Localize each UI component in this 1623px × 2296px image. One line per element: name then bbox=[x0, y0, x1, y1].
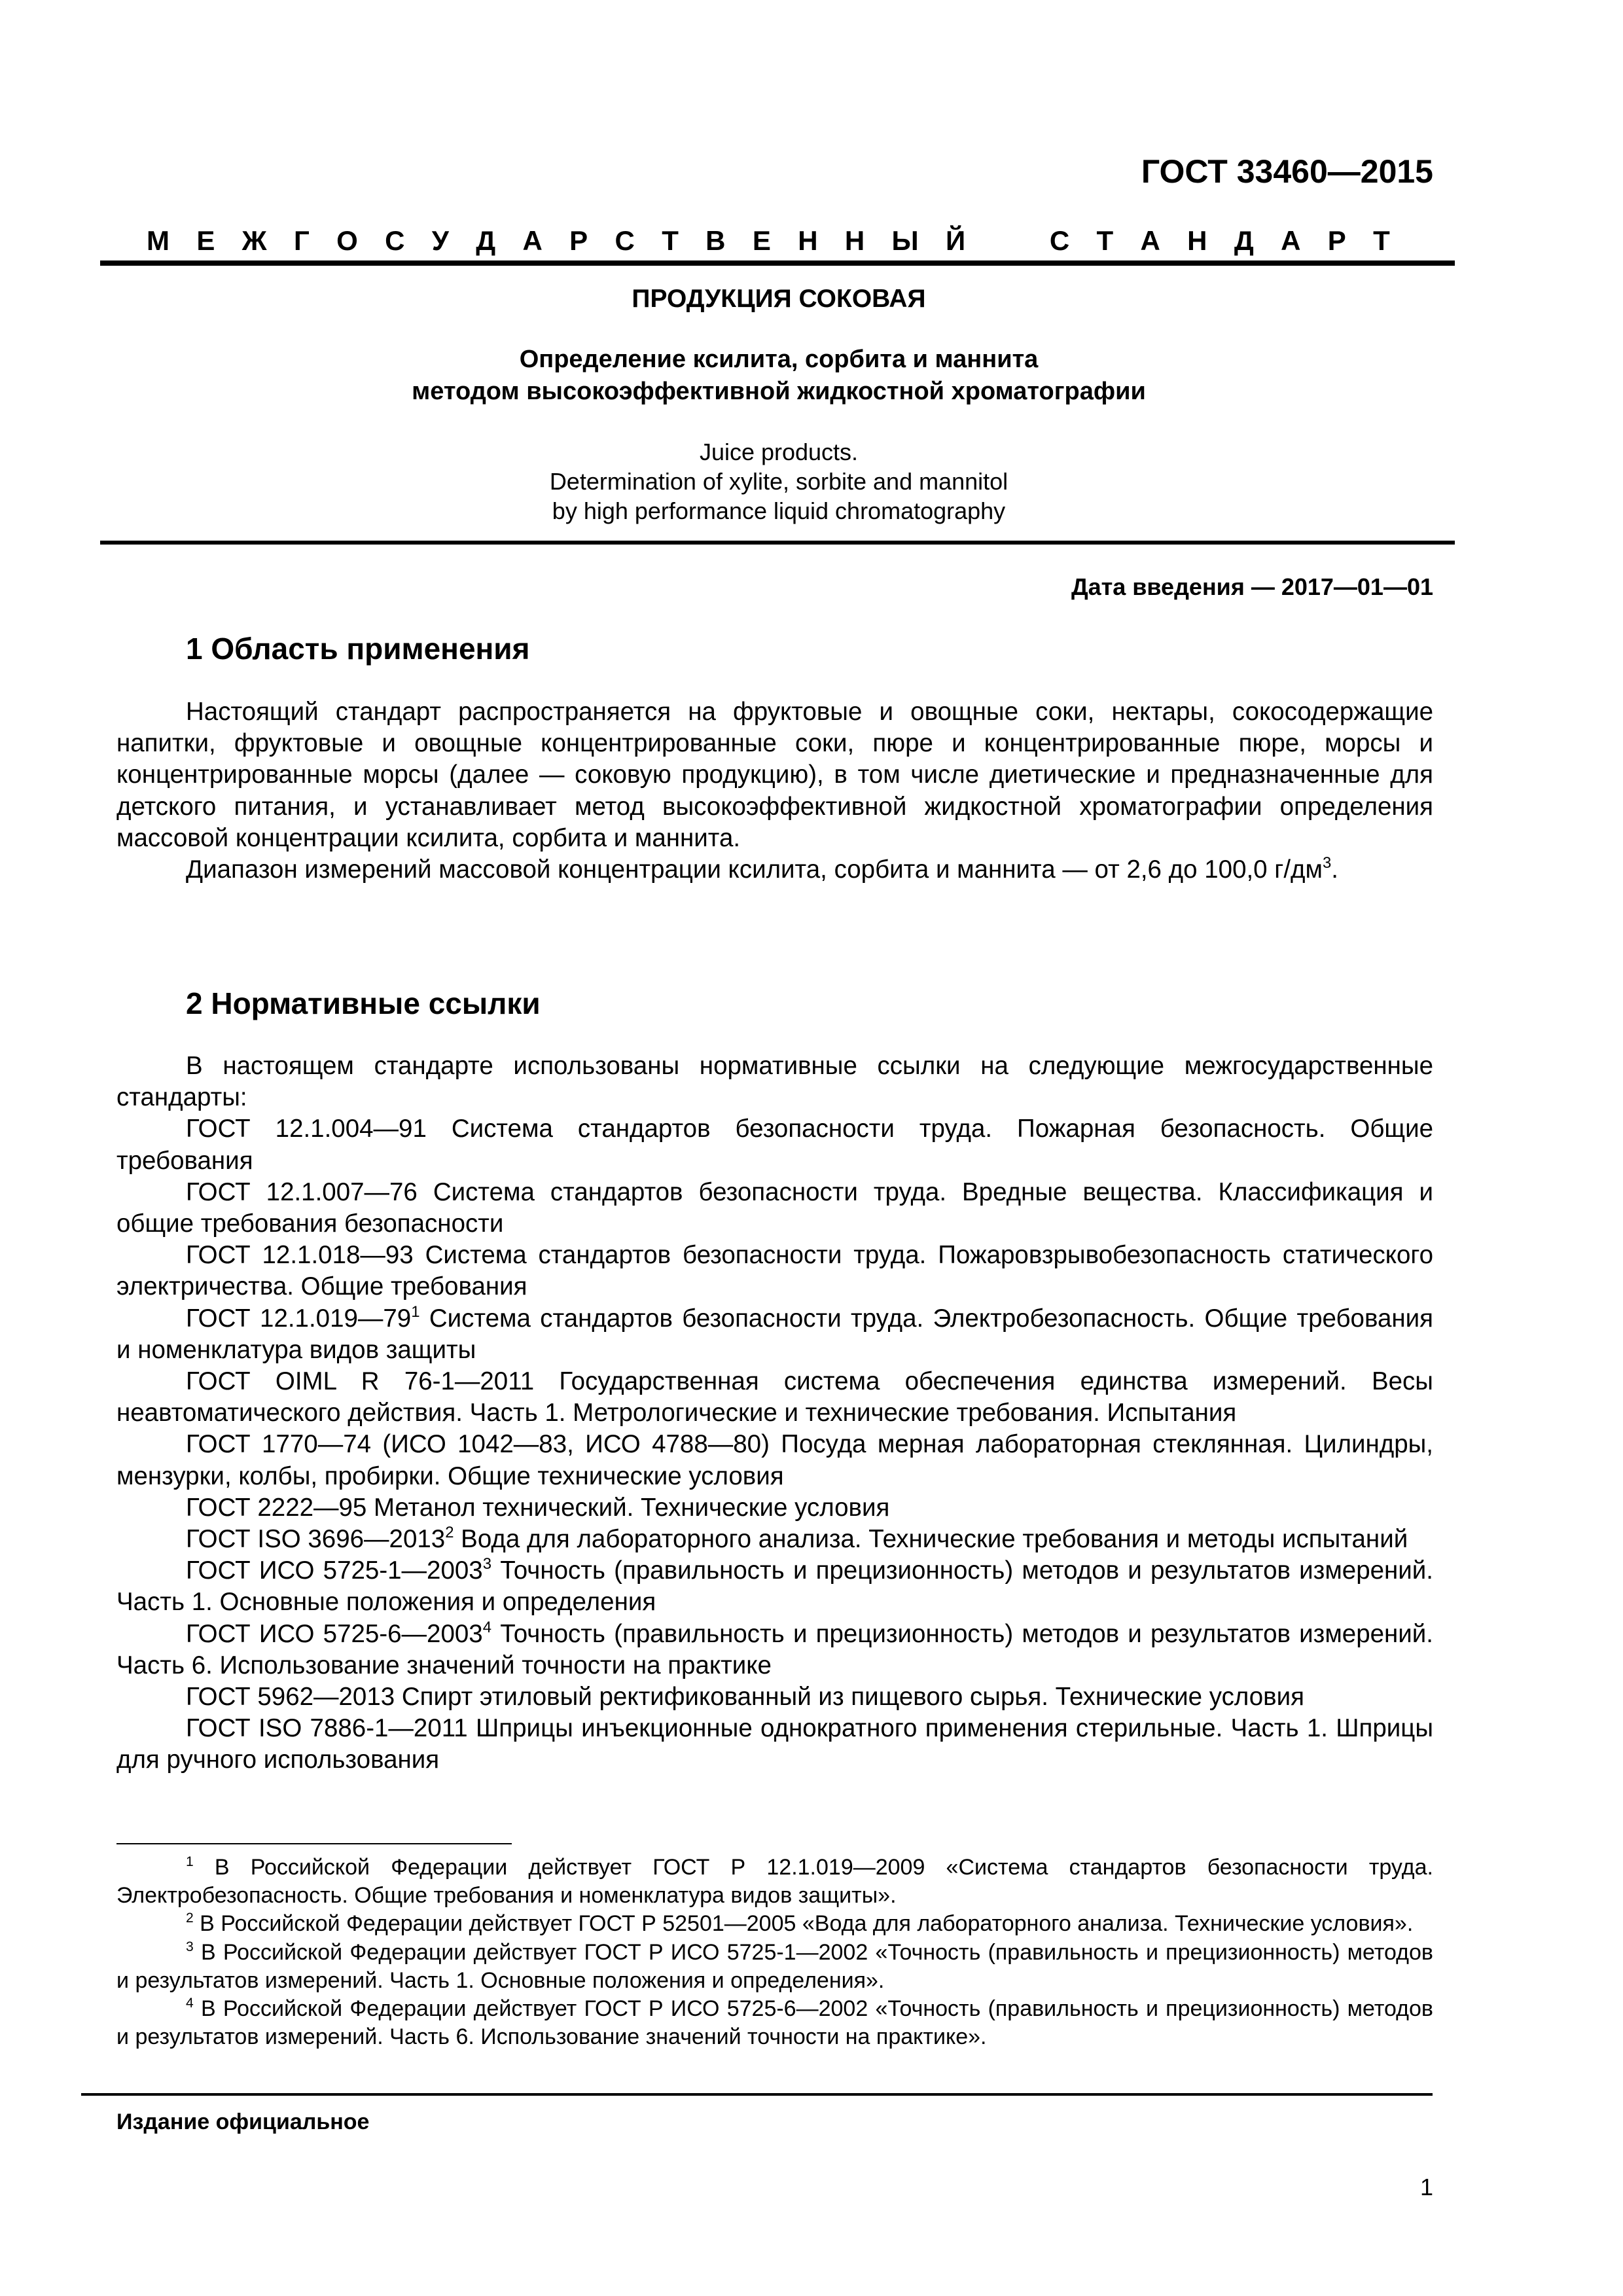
banner-letter: В bbox=[705, 225, 726, 256]
reference-item: ГОСТ ИСО 5725-1—2003$^3$ Точность (правильность и прецизионность) методов и результатов измерений. Часть 1. Основные положения и определения bbox=[116, 1555, 1433, 1617]
reference-item: ГОСТ 1770—74 (ИСО 1042—83, ИСО 4788—80) Посуда мерная лабораторная стеклянная. Цилиндры, мензурки, колбы, пробирки. Общие технические условия bbox=[116, 1430, 1433, 1490]
banner-letter: Т bbox=[1373, 225, 1390, 256]
banner-letter: А bbox=[1140, 225, 1160, 256]
paragraph: В настоящем стандарте использованы нормативные ссылки на следующие межгосударственные стандарты: bbox=[116, 1052, 1433, 1112]
footer-rule bbox=[81, 2093, 1433, 2096]
reference-item: ГОСТ $12.1.019—79^1$ Система стандартов безопасности труда. Электробезопасность. Общие требования и номенклатура видов защиты bbox=[116, 1302, 1434, 1364]
document-number: ГОСТ 33460—2015 bbox=[1141, 153, 1433, 190]
reference-item: ГОСТ 12.1.007—76 Система стандартов безопасности труда. Вредные вещества. Классификация и общие требования безопасности bbox=[116, 1177, 1434, 1238]
reference-item: ГОСТ 12.1.004—91 Система стандартов безопасности труда. Пожарная безопасность. Общие требования bbox=[116, 1115, 1433, 1175]
banner-letter: Д bbox=[476, 225, 496, 256]
header-rule bbox=[100, 260, 1455, 266]
subtitle-line: Определение ксилита, сорбита и маннита bbox=[519, 346, 1039, 373]
banner-letter: Н bbox=[844, 225, 865, 256]
banner-letter: Е bbox=[196, 225, 215, 256]
banner-letter: С bbox=[385, 225, 405, 256]
reference-item: ГОСТ 2222—95 Метанол технический. Технические условия bbox=[186, 1493, 890, 1522]
document-subtitle bbox=[98, 344, 1459, 408]
banner-letter: А bbox=[1281, 225, 1301, 256]
banner-letter: А bbox=[522, 225, 543, 256]
english-title-line: Juice products. bbox=[699, 439, 859, 465]
banner-letter: Н bbox=[1187, 225, 1207, 256]
banner-letter: Д bbox=[1234, 225, 1254, 256]
document-title: ПРОДУКЦИЯ СОКОВАЯ bbox=[632, 285, 926, 313]
banner-letter: Е bbox=[752, 225, 771, 256]
paragraph: Настоящий стандарт распространяется на фруктовые и овощные соки, нектары, сокосодержащие напитки, фруктовые и овощные концентрированные соки, пюре и концентрированные пюре, морсы и концентрированные морсы (далее — соковую продукцию), в том числе диетические и предназначенные для детского питания, и устанавливает метод высокоэффективной жидкостной хроматографии определения массовой концентрации ксилита, сорбита и маннита. bbox=[116, 698, 1433, 852]
english-title-line: Determination of xylite, sorbite and mannitol bbox=[549, 468, 1008, 495]
reference-item: ГОСТ ИСО 5725-6—2003$^4$ Точность (правильность и прецизионность) методов и результатов измерений. Часть 6. Использование значений точности на практике bbox=[116, 1618, 1433, 1679]
subtitle-line: методом высокоэффективной жидкостной хроматографии bbox=[412, 378, 1146, 405]
section-1-heading: 1 Область применения bbox=[186, 632, 530, 666]
banner-letter: С bbox=[615, 225, 635, 256]
footnote: $^3$ В Российской Федерации действует ГОСТ Р ИСО 5725-1—2002 «Точность (правильность и прецизионность) методов и результатов измерений. Часть 1. Основные положения и определения». bbox=[116, 1939, 1433, 1993]
banner-letter: Ж bbox=[241, 225, 267, 256]
english-title-line: by high performance liquid chromatography bbox=[552, 497, 1006, 524]
banner-letter: Г bbox=[293, 225, 310, 256]
banner-letter: Ы bbox=[891, 225, 919, 256]
footnote: $^2$ В Российской Федерации действует ГОСТ Р 52501—2005 «Вода для лабораторного анализа. Технические условия». bbox=[186, 1910, 1414, 1937]
banner-letter: У bbox=[431, 225, 449, 256]
section-2-body bbox=[116, 1050, 1433, 1776]
reference-item: ГОСТ 12.1.018—93 Система стандартов безопасности труда. Пожаровзрывобезопасность статического электричества. Общие требования bbox=[116, 1241, 1433, 1301]
reference-item: ГОСТ OIML R 76-1—2011 Государственная система обеспечения единства измерений. Весы неавтоматического действия. Часть 1. Метрологические и технические требования. Испытания bbox=[116, 1367, 1433, 1427]
footnote: $^1$ В Российской Федерации действует ГОСТ Р 12.1.019—2009 «Система стандартов безопасности труда. Электробезопасность. Общие требования и номенклатура видов защиты». bbox=[116, 1854, 1433, 1909]
section-2-heading: 2 Нормативные ссылки bbox=[186, 986, 541, 1020]
english-title bbox=[98, 437, 1459, 526]
banner-letter: Й bbox=[945, 225, 966, 256]
interstate-standard-banner bbox=[147, 224, 1390, 258]
reference-item: ГОСТ ISO 7886-1—2011 Шприцы инъекционные однократного применения стерильные. Часть 1. Шприцы для ручного использования bbox=[116, 1714, 1434, 1774]
banner-letter: Р bbox=[569, 225, 588, 256]
banner-letter: Н bbox=[798, 225, 818, 256]
banner-letter: С bbox=[1049, 225, 1070, 256]
banner-letter: М bbox=[147, 225, 169, 256]
banner-letter: О bbox=[336, 225, 358, 256]
footnote: $^4$ В Российской Федерации действует ГОСТ Р ИСО 5725-6—2002 «Точность (правильность и прецизионность) методов и результатов измерений. Часть 6. Использование значений точности на практике». bbox=[116, 1995, 1433, 2050]
title-rule bbox=[100, 541, 1455, 545]
introduction-date: Дата введения — 2017—01—01 bbox=[1071, 573, 1433, 600]
reference-item: ГОСТ 5962—2013 Спирт этиловый ректификованный из пищевого сырья. Технические условия bbox=[186, 1683, 1304, 1712]
reference-item: ГОСТ ISO 3696—2013$^2$ Вода для лабораторного анализа. Технические требования и методы испытаний bbox=[186, 1524, 1408, 1554]
section-1-body bbox=[116, 696, 1433, 886]
edition-label: Издание официальное bbox=[116, 2109, 370, 2134]
banner-gap bbox=[993, 224, 1023, 258]
footnotes bbox=[116, 1854, 1433, 2051]
banner-letter: Т bbox=[1096, 225, 1114, 256]
banner-letter: Р bbox=[1327, 225, 1346, 256]
paragraph: Диапазон измерений массовой концентрации ксилита, сорбита и маннита — от 2,6 до 100,0 $г/дм^3$. bbox=[186, 854, 1338, 884]
banner-letter: Т bbox=[662, 225, 679, 256]
footnote-rule bbox=[116, 1843, 512, 1844]
page-number: 1 bbox=[1419, 2174, 1433, 2200]
